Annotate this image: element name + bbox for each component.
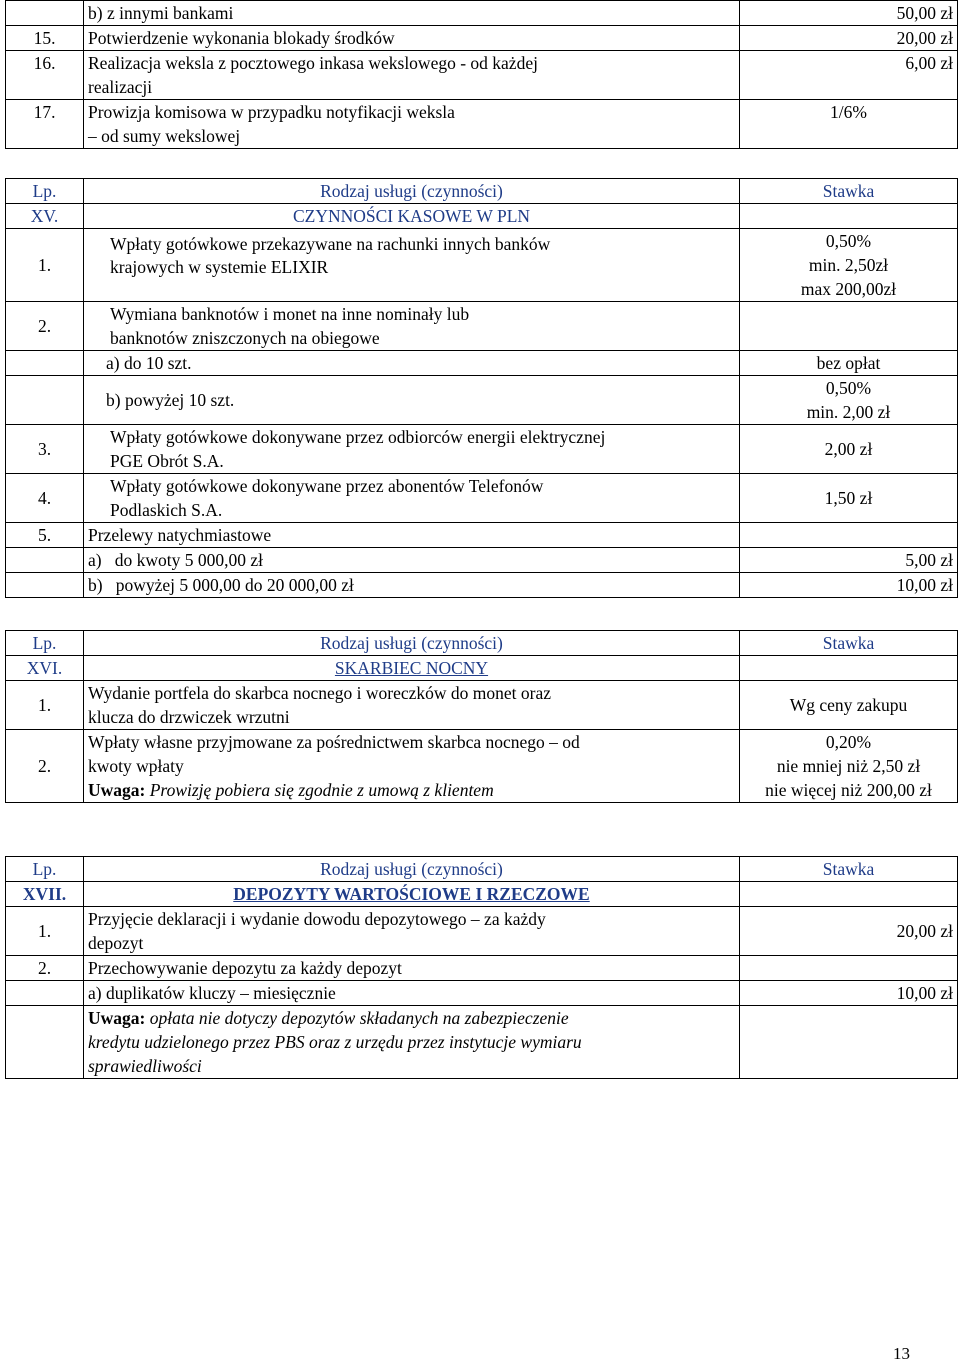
section-title: DEPOZYTY WARTOŚCIOWE I RZECZOWE bbox=[84, 882, 740, 907]
service-description: Potwierdzenie wykonania blokady środków bbox=[84, 26, 740, 51]
note-label: Uwaga: bbox=[88, 780, 146, 800]
description-line: krajowych w systemie ELIXIR bbox=[110, 257, 329, 277]
table-row bbox=[6, 730, 958, 803]
table-row bbox=[6, 681, 958, 730]
fee-rate bbox=[740, 376, 958, 425]
description-line: – od sumy wekslowej bbox=[88, 126, 241, 146]
table-row bbox=[6, 956, 958, 981]
empty-cell bbox=[740, 882, 958, 907]
empty-cell bbox=[6, 981, 84, 1006]
table-row bbox=[6, 302, 958, 351]
service-description bbox=[84, 100, 740, 149]
table-row bbox=[6, 100, 958, 149]
service-description: b) z innymi bankami bbox=[84, 1, 740, 26]
section-title-row bbox=[6, 882, 958, 907]
header-row bbox=[6, 631, 958, 656]
rate-line: 0,20% bbox=[825, 732, 872, 752]
rate-line: max 200,00zł bbox=[800, 279, 897, 299]
table-row bbox=[6, 573, 958, 598]
description-line: PGE Obrót S.A. bbox=[110, 451, 224, 471]
description-line: klucza do drzwiczek wrzutni bbox=[88, 707, 290, 727]
row-number: 15. bbox=[6, 26, 84, 51]
service-description bbox=[84, 425, 740, 474]
empty-cell bbox=[6, 376, 84, 425]
description-line: realizacji bbox=[88, 77, 153, 97]
table-row bbox=[6, 474, 958, 523]
description-line: Wpłaty gotówkowe dokonywane przez odbiorców energii elektrycznej bbox=[110, 427, 606, 447]
section-xv-table bbox=[5, 178, 958, 598]
description-line: Wpłaty gotówkowe dokonywane przez abonentów Telefonów bbox=[110, 476, 544, 496]
table-row bbox=[6, 907, 958, 956]
table-row bbox=[6, 26, 958, 51]
table-row bbox=[6, 1006, 958, 1079]
empty-cell bbox=[6, 351, 84, 376]
header-rate: Stawka bbox=[740, 631, 958, 656]
service-description: b) powyżej 5 000,00 do 20 000,00 zł bbox=[84, 573, 740, 598]
description-line: Podlaskich S.A. bbox=[110, 500, 223, 520]
row-number: 2. bbox=[6, 302, 84, 351]
row-number: 4. bbox=[6, 474, 84, 523]
note-label: Uwaga: bbox=[88, 1008, 146, 1028]
fee-rate: 20,00 zł bbox=[740, 907, 958, 956]
table-row bbox=[6, 981, 958, 1006]
service-description: Przechowywanie depozytu za każdy depozyt bbox=[84, 956, 740, 981]
description-line: Wydanie portfela do skarbca nocnego i woreczków do monet oraz bbox=[88, 683, 551, 703]
description-line: banknotów zniszczonych na obiegowe bbox=[110, 328, 380, 348]
service-description: b) powyżej 10 szt. bbox=[84, 376, 740, 425]
note-line bbox=[88, 778, 735, 802]
empty-cell bbox=[740, 1006, 958, 1079]
fee-rate: 10,00 zł bbox=[740, 981, 958, 1006]
table-row bbox=[6, 425, 958, 474]
empty-cell bbox=[740, 523, 958, 548]
table-row bbox=[6, 1, 958, 26]
fee-rate: Wg ceny zakupu bbox=[740, 681, 958, 730]
service-description bbox=[84, 907, 740, 956]
page-number: 13 bbox=[893, 1344, 910, 1363]
note-line bbox=[88, 1006, 735, 1030]
rate-line: min. 2,50zł bbox=[808, 255, 889, 275]
service-description bbox=[84, 51, 740, 100]
section-xvii-table bbox=[5, 856, 958, 1079]
header-service-type: Rodzaj usługi (czynności) bbox=[84, 631, 740, 656]
table-row bbox=[6, 351, 958, 376]
row-number: 16. bbox=[6, 51, 84, 100]
fee-rate: 20,00 zł bbox=[740, 26, 958, 51]
fee-rate: 6,00 zł bbox=[740, 51, 958, 100]
service-description: Przelewy natychmiastowe bbox=[84, 523, 740, 548]
service-description bbox=[84, 474, 740, 523]
table-row bbox=[6, 376, 958, 425]
description-line: Realizacja weksla z pocztowego inkasa wekslowego - od każdej bbox=[88, 53, 538, 73]
section-title: SKARBIEC NOCNY bbox=[84, 656, 740, 681]
table-row bbox=[6, 229, 958, 302]
fees-table-continued bbox=[5, 0, 958, 149]
service-description bbox=[84, 229, 740, 302]
empty-cell bbox=[740, 656, 958, 681]
row-number: 2. bbox=[6, 956, 84, 981]
description-line: Przyjęcie deklaracji i wydanie dowodu depozytowego – za każdy bbox=[88, 909, 546, 929]
row-number: 5. bbox=[6, 523, 84, 548]
service-description bbox=[84, 681, 740, 730]
description-line: Wpłaty własne przyjmowane za pośrednictwem skarbca nocnego – od bbox=[88, 732, 580, 752]
fee-rate: 1/6% bbox=[740, 100, 958, 149]
fee-rate: 10,00 zł bbox=[740, 573, 958, 598]
fee-rate: 2,00 zł bbox=[740, 425, 958, 474]
empty-cell bbox=[740, 956, 958, 981]
row-number: 17. bbox=[6, 100, 84, 149]
description-line: Wymiana banknotów i monet na inne nominały lub bbox=[110, 304, 470, 324]
row-number: 2. bbox=[6, 730, 84, 803]
header-rate: Stawka bbox=[740, 857, 958, 882]
fee-rate bbox=[740, 730, 958, 803]
description-line: depozyt bbox=[88, 933, 144, 953]
header-row bbox=[6, 179, 958, 204]
header-lp: Lp. bbox=[6, 179, 84, 204]
rate-line: nie mniej niż 2,50 zł bbox=[776, 756, 921, 776]
row-number: 1. bbox=[6, 907, 84, 956]
service-description: a) do kwoty 5 000,00 zł bbox=[84, 548, 740, 573]
service-description: a) do 10 szt. bbox=[84, 351, 740, 376]
table-row bbox=[6, 548, 958, 573]
description-line: Prowizja komisowa w przypadku notyfikacji weksla bbox=[88, 102, 455, 122]
empty-cell bbox=[6, 573, 84, 598]
service-description bbox=[84, 730, 740, 803]
fee-rate bbox=[740, 229, 958, 302]
section-number: XVII. bbox=[6, 882, 84, 907]
header-lp: Lp. bbox=[6, 631, 84, 656]
row-number: 3. bbox=[6, 425, 84, 474]
note-cell bbox=[84, 1006, 740, 1079]
section-xvi-table bbox=[5, 630, 958, 803]
empty-cell bbox=[740, 302, 958, 351]
rate-line: min. 2,00 zł bbox=[806, 402, 891, 422]
description-line: kwoty wpłaty bbox=[88, 756, 184, 776]
row-number: 1. bbox=[6, 681, 84, 730]
header-lp: Lp. bbox=[6, 857, 84, 882]
fee-rate: 50,00 zł bbox=[740, 1, 958, 26]
service-description bbox=[84, 302, 740, 351]
header-service-type: Rodzaj usługi (czynności) bbox=[84, 179, 740, 204]
header-service-type: Rodzaj usługi (czynności) bbox=[84, 857, 740, 882]
empty-cell bbox=[6, 1006, 84, 1079]
note-line: sprawiedliwości bbox=[88, 1056, 202, 1076]
section-title: CZYNNOŚCI KASOWE W PLN bbox=[84, 204, 740, 229]
table-row bbox=[6, 51, 958, 100]
service-description: a) duplikatów kluczy – miesięcznie bbox=[84, 981, 740, 1006]
empty-cell bbox=[6, 548, 84, 573]
row-number bbox=[6, 1, 84, 26]
section-title-row bbox=[6, 656, 958, 681]
section-number: XVI. bbox=[6, 656, 84, 681]
note-text: Prowizję pobiera się zgodnie z umową z klientem bbox=[149, 780, 494, 800]
rate-line: 0,50% bbox=[825, 231, 872, 251]
table-row bbox=[6, 523, 958, 548]
note-line: kredytu udzielonego przez PBS oraz z urzędu przez instytucje wymiaru bbox=[88, 1032, 582, 1052]
fee-rate: 1,50 zł bbox=[740, 474, 958, 523]
row-number: 1. bbox=[6, 229, 84, 302]
description-line: Wpłaty gotówkowe przekazywane na rachunki innych banków bbox=[110, 234, 551, 254]
empty-cell bbox=[740, 204, 958, 229]
fee-rate: bez opłat bbox=[740, 351, 958, 376]
section-title-row bbox=[6, 204, 958, 229]
section-number: XV. bbox=[6, 204, 84, 229]
fee-rate: 5,00 zł bbox=[740, 548, 958, 573]
header-rate: Stawka bbox=[740, 179, 958, 204]
rate-line: 0,50% bbox=[825, 378, 872, 398]
rate-line: nie więcej niż 200,00 zł bbox=[765, 780, 932, 800]
header-row bbox=[6, 857, 958, 882]
note-text: opłata nie dotyczy depozytów składanych na zabezpieczenie bbox=[149, 1008, 569, 1028]
